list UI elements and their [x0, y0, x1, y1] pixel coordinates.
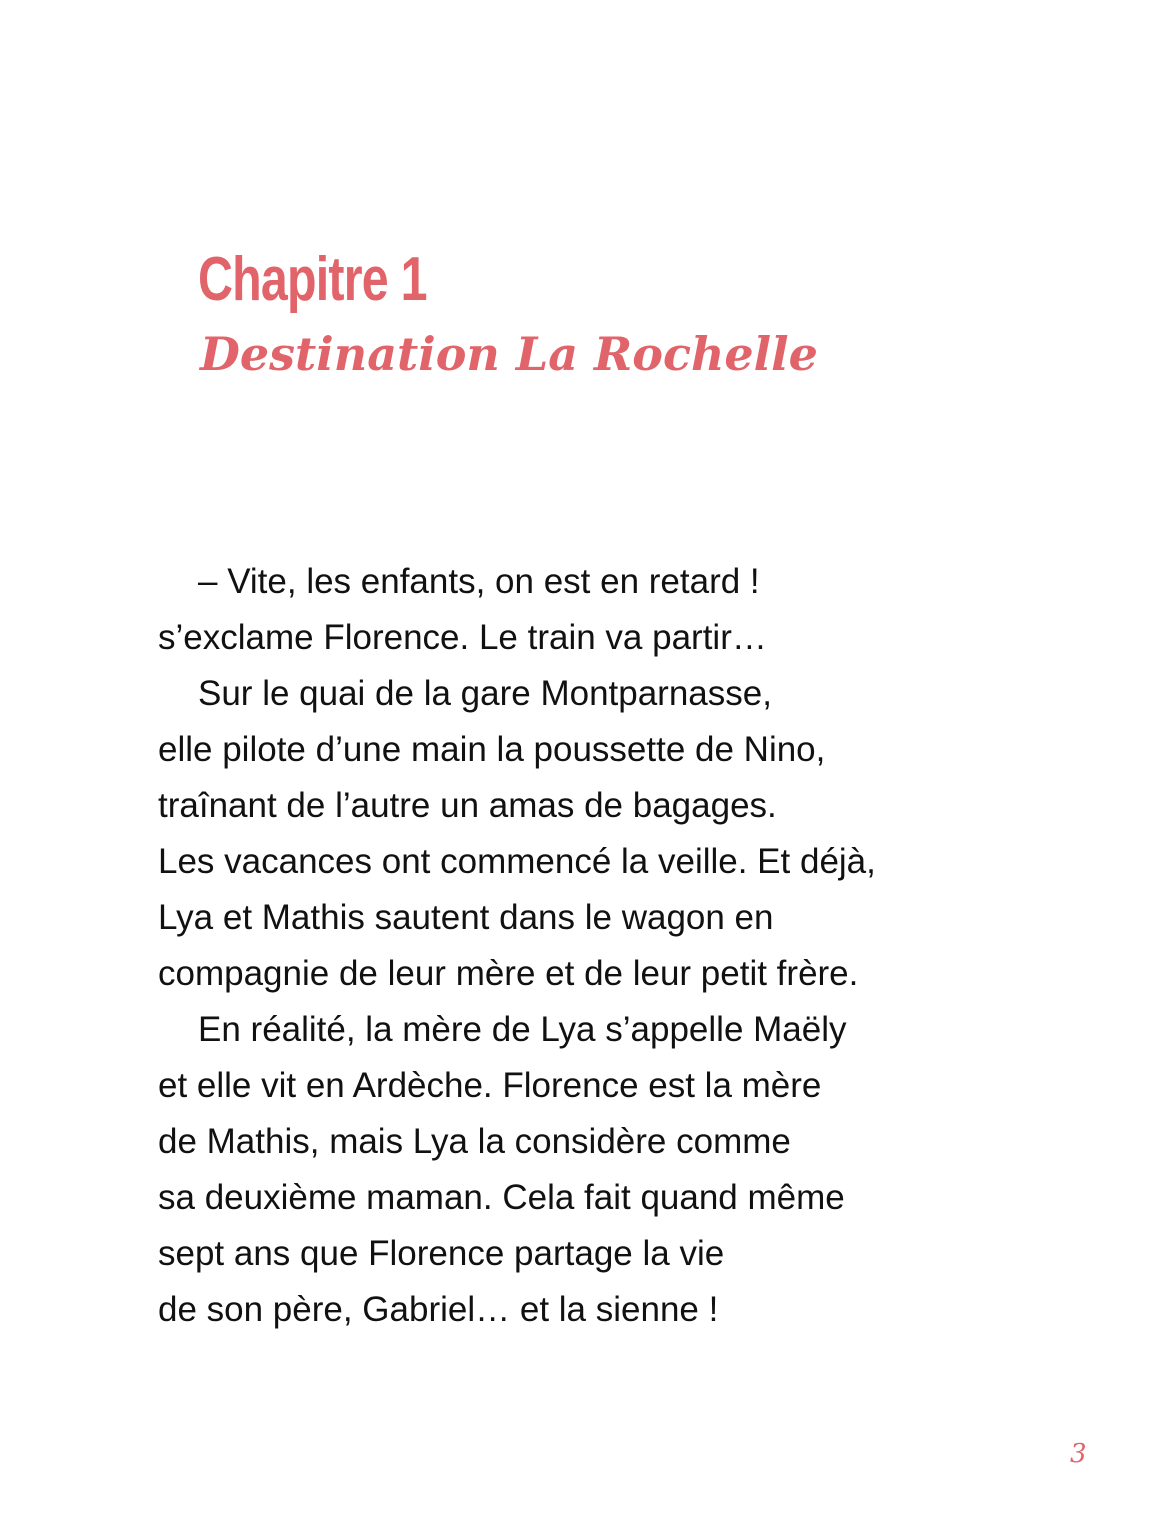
body-line: de son père, Gabriel… et la sienne ! — [158, 1290, 719, 1329]
body-line: sept ans que Florence partage la vie — [158, 1234, 725, 1273]
chapter-title: Chapitre 1 — [198, 245, 427, 314]
body-line: Lya et Mathis sautent dans le wagon en — [158, 898, 774, 937]
body-line: traînant de l’autre un amas de bagages. — [158, 786, 777, 825]
body-line: Les vacances ont commencé la veille. Et déjà, — [158, 842, 876, 881]
body-line: – Vite, les enfants, on est en retard ! — [198, 562, 760, 601]
body-line: s’exclame Florence. Le train va partir… — [158, 618, 767, 657]
page-number: 3 — [1070, 1439, 1087, 1469]
body-line: sa deuxième maman. Cela fait quand même — [158, 1178, 845, 1217]
body-line: compagnie de leur mère et de leur petit frère. — [158, 954, 859, 993]
body-line: et elle vit en Ardèche. Florence est la mère — [158, 1066, 822, 1105]
body-line: Sur le quai de la gare Montparnasse, — [198, 674, 772, 713]
chapter-subtitle: Destination La Rochelle — [200, 327, 818, 381]
chapter-body — [158, 554, 1058, 1338]
body-line: elle pilote d’une main la poussette de Nino, — [158, 730, 826, 769]
body-line: En réalité, la mère de Lya s’appelle Maëly — [198, 1010, 847, 1049]
body-line: de Mathis, mais Lya la considère comme — [158, 1122, 791, 1161]
